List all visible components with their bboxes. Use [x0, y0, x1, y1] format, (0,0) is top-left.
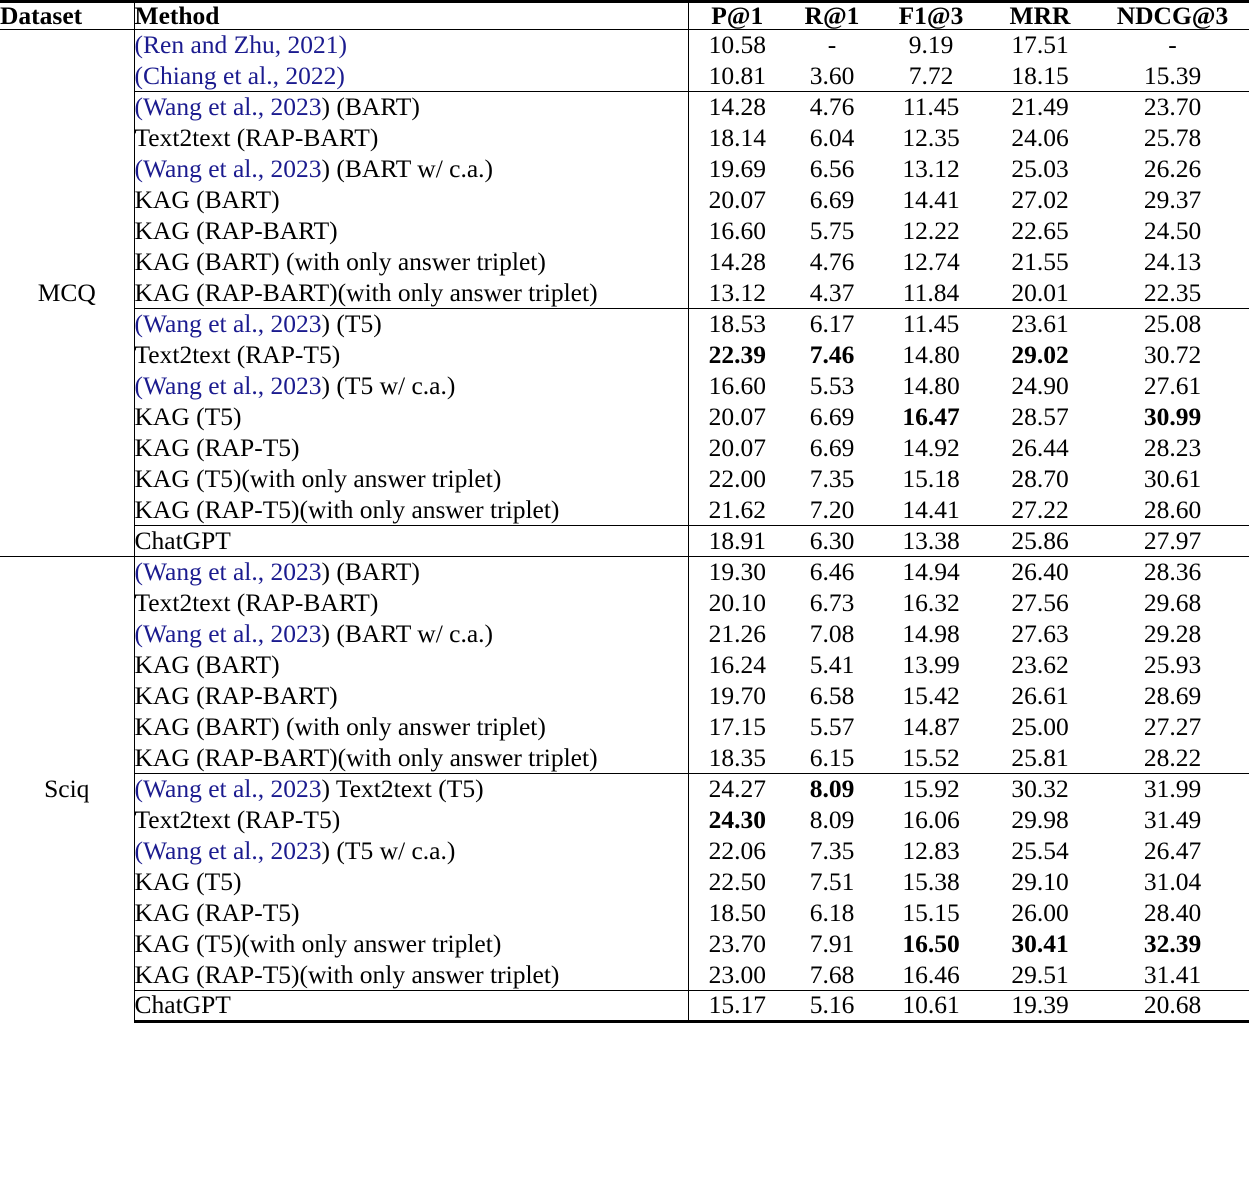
table-row: [0, 215, 1249, 246]
metric-cell-ndcg3: 27.27: [1143, 711, 1202, 741]
metric-cell-ndcg3: 30.99: [1143, 401, 1202, 431]
citation-link[interactable]: (Wang et al., 2023: [134, 92, 322, 121]
method-text: ChatGPT: [134, 525, 231, 555]
method-cell: [134, 432, 688, 463]
method-cell: [134, 773, 688, 804]
table-row: [0, 153, 1249, 184]
table-row: [0, 649, 1249, 680]
table-row: [0, 525, 1249, 556]
method-cell: [134, 370, 688, 401]
citation-link[interactable]: (Wang et al., 2023: [134, 835, 322, 865]
table-row: [0, 680, 1249, 711]
method-cell: [134, 556, 688, 587]
method-cell: [134, 587, 688, 618]
metric-cell-mrr: 27.56: [1011, 587, 1069, 617]
metric-cell-p1: 19.69: [688, 153, 786, 184]
method-cell: [134, 215, 688, 246]
metric-cell-f13: 11.45: [878, 91, 984, 122]
metric-cell-mrr: 25.00: [1011, 711, 1069, 741]
metric-cell-f13: 13.99: [902, 649, 960, 679]
method-cell: [134, 339, 688, 370]
column-header-method: Method: [134, 2, 688, 30]
metric-cell-p1: 21.26: [688, 618, 786, 649]
metric-cell-r1: 7.68: [809, 959, 855, 989]
column-header-mrr: MRR: [984, 2, 1096, 30]
metric-cell-p1: 22.50: [688, 866, 786, 897]
method-text: KAG (RAP-T5): [134, 897, 300, 927]
metric-cell-ndcg3: 31.41: [1143, 959, 1202, 989]
metric-cell-ndcg3: 24.13: [1143, 246, 1202, 276]
table-row: [0, 184, 1249, 215]
metric-cell-f13: 15.38: [902, 866, 960, 896]
table-row: [0, 959, 1249, 990]
metric-cell-r1: 7.20: [809, 494, 855, 524]
table-row: [0, 990, 1249, 1021]
metric-cell-r1: 5.75: [809, 215, 855, 245]
metric-cell-mrr: 29.10: [1011, 866, 1069, 896]
metric-cell-p1: 18.50: [688, 897, 786, 928]
table-row: [0, 556, 1249, 587]
metric-cell-mrr: 21.55: [1011, 246, 1069, 276]
method-cell: [134, 122, 688, 153]
metric-cell-f13: 16.46: [902, 959, 960, 989]
metric-cell-r1: 7.35: [809, 463, 855, 493]
method-cell: [134, 308, 688, 339]
method-cell: [134, 184, 688, 215]
method-text: ) (BART w/ c.a.): [321, 618, 494, 648]
metric-cell-f13: 15.42: [902, 680, 960, 710]
metric-cell-p1: 18.53: [688, 308, 786, 339]
method-text: KAG (T5): [134, 401, 242, 431]
metric-cell-p1: 22.39: [688, 339, 786, 370]
metric-cell-mrr: 29.98: [1011, 804, 1069, 834]
table-row: [0, 897, 1249, 928]
metric-cell-r1: 4.76: [786, 91, 878, 122]
table-row: [0, 308, 1249, 339]
metric-cell-f13: 11.84: [902, 277, 960, 307]
metric-cell-mrr: 27.63: [1011, 618, 1069, 648]
metric-cell-p1: 15.17: [688, 990, 786, 1021]
citation-link[interactable]: (Wang et al., 2023: [134, 618, 322, 648]
method-cell: [134, 463, 688, 494]
table-row: [0, 122, 1249, 153]
method-text: KAG (T5): [134, 866, 242, 896]
metric-cell-mrr: 27.02: [1011, 184, 1069, 214]
table-row: [0, 618, 1249, 649]
metric-cell-ndcg3: 27.61: [1143, 370, 1202, 400]
table-row: [0, 928, 1249, 959]
citation-link[interactable]: (Wang et al., 2023: [134, 153, 322, 183]
method-text: ChatGPT: [134, 990, 231, 1020]
metric-cell-p1: 19.70: [688, 680, 786, 711]
method-cell: [134, 29, 688, 60]
metric-cell-r1: 6.04: [809, 122, 855, 152]
method-text: KAG (RAP-T5)(with only answer triplet): [134, 959, 560, 989]
metric-cell-r1: 6.69: [809, 184, 855, 214]
metric-cell-mrr: 23.61: [984, 308, 1096, 339]
metric-cell-f13: 7.72: [908, 60, 954, 90]
method-text: Text2text (RAP-T5): [134, 804, 341, 834]
table-row: [0, 277, 1249, 308]
metric-cell-ndcg3: 28.23: [1143, 432, 1202, 462]
table-header: [0, 2, 1249, 30]
metric-cell-f13: 9.19: [908, 30, 954, 59]
metric-cell-p1: 20.07: [688, 432, 786, 463]
metric-cell-r1: 5.57: [809, 711, 855, 741]
metric-cell-f13: 11.45: [878, 308, 984, 339]
metric-cell-mrr: 26.00: [1011, 897, 1069, 927]
metric-cell-ndcg3: 31.99: [1096, 773, 1249, 804]
method-cell: [134, 277, 688, 308]
metric-cell-f13: 14.41: [902, 494, 960, 524]
metric-cell-mrr: 18.15: [1011, 60, 1069, 90]
metric-cell-r1: 3.60: [809, 60, 855, 90]
method-cell: [134, 897, 688, 928]
metric-cell-p1: 16.24: [688, 649, 786, 680]
metric-cell-mrr: 30.41: [1011, 928, 1069, 958]
method-text: KAG (RAP-BART)(with only answer triplet): [134, 277, 598, 307]
table-row: [0, 339, 1249, 370]
metric-cell-ndcg3: 30.72: [1143, 339, 1202, 369]
metric-cell-r1: 7.46: [809, 339, 855, 369]
column-header-r1: R@1: [786, 2, 878, 30]
metric-cell-r1: 5.53: [809, 370, 855, 400]
method-text: Text2text (RAP-BART): [134, 122, 379, 152]
metric-cell-f13: 10.61: [878, 990, 984, 1021]
citation-link[interactable]: (Ren and Zhu, 2021): [134, 30, 347, 59]
metric-cell-ndcg3: 25.08: [1096, 308, 1249, 339]
metric-cell-mrr: 25.03: [1011, 153, 1069, 183]
metric-cell-r1: -: [827, 30, 837, 59]
column-header-ndcg3: NDCG@3: [1096, 2, 1249, 30]
metric-cell-r1: 6.30: [786, 525, 878, 556]
metric-cell-p1: 10.81: [688, 60, 786, 91]
metric-cell-p1: 20.07: [688, 184, 786, 215]
metric-cell-r1: 7.08: [809, 618, 855, 648]
metric-cell-ndcg3: 24.50: [1143, 215, 1202, 245]
metric-cell-f13: 14.41: [902, 184, 960, 214]
method-cell: [134, 866, 688, 897]
metric-cell-f13: 12.74: [902, 246, 960, 276]
method-text: ) Text2text (T5): [321, 774, 484, 803]
method-text: ) (BART w/ c.a.): [321, 153, 494, 183]
metric-cell-mrr: 28.70: [1011, 463, 1069, 493]
metric-cell-mrr: 25.86: [984, 525, 1096, 556]
method-cell: [134, 742, 688, 773]
metric-cell-ndcg3: 28.40: [1143, 897, 1202, 927]
citation-link[interactable]: (Wang et al., 2023: [134, 309, 322, 338]
metric-cell-p1: 24.30: [688, 804, 786, 835]
metric-cell-p1: 24.27: [688, 773, 786, 804]
method-text: KAG (RAP-BART): [134, 680, 338, 710]
table-row: [0, 804, 1249, 835]
table-row: [0, 432, 1249, 463]
method-text: KAG (BART): [134, 184, 280, 214]
metric-cell-mrr: 17.51: [1011, 30, 1069, 59]
metric-cell-p1: 20.10: [688, 587, 786, 618]
metric-cell-f13: 14.80: [902, 370, 960, 400]
metric-cell-mrr: 26.61: [1011, 680, 1069, 710]
metric-cell-mrr: 25.54: [1011, 835, 1069, 865]
table-row: [0, 773, 1249, 804]
metric-cell-ndcg3: 23.70: [1096, 91, 1249, 122]
table-row: [0, 401, 1249, 432]
method-text: KAG (BART) (with only answer triplet): [134, 246, 546, 276]
method-cell: [134, 401, 688, 432]
metric-cell-ndcg3: 28.36: [1096, 556, 1249, 587]
method-text: KAG (BART): [134, 649, 280, 679]
metric-cell-mrr: 24.90: [1011, 370, 1069, 400]
metric-cell-f13: 12.35: [902, 122, 960, 152]
metric-cell-r1: 6.18: [809, 897, 855, 927]
metric-cell-f13: 15.18: [902, 463, 960, 493]
metric-cell-f13: 12.83: [902, 835, 960, 865]
metric-cell-ndcg3: 28.22: [1143, 742, 1202, 772]
table-row: [0, 29, 1249, 60]
metric-cell-r1: 6.56: [809, 153, 855, 183]
dataset-label-sciq: Sciq: [0, 556, 134, 1021]
metric-cell-r1: 8.09: [809, 804, 855, 834]
metric-cell-ndcg3: 26.47: [1143, 835, 1202, 865]
table-row: [0, 587, 1249, 618]
metric-cell-ndcg3: 26.26: [1143, 153, 1202, 183]
metric-cell-p1: 16.60: [688, 215, 786, 246]
metric-cell-mrr: 24.06: [1011, 122, 1069, 152]
metric-cell-mrr: 23.62: [1011, 649, 1069, 679]
header-row: [0, 2, 1249, 30]
metric-cell-f13: 15.15: [902, 897, 960, 927]
metric-cell-ndcg3: -: [1168, 30, 1177, 59]
citation-link[interactable]: (Chiang et al., 2022): [134, 60, 345, 90]
metric-cell-r1: 5.16: [786, 990, 878, 1021]
metric-cell-f13: 13.38: [878, 525, 984, 556]
metric-cell-r1: 7.91: [809, 928, 855, 958]
table-row: [0, 494, 1249, 525]
metric-cell-p1: 18.35: [688, 742, 786, 773]
method-text: KAG (RAP-BART)(with only answer triplet): [134, 742, 598, 772]
metric-cell-mrr: 25.81: [1011, 742, 1069, 772]
metric-cell-mrr: 22.65: [1011, 215, 1069, 245]
metric-cell-p1: 14.28: [688, 91, 786, 122]
metric-cell-ndcg3: 20.68: [1096, 990, 1249, 1021]
metric-cell-ndcg3: 25.78: [1143, 122, 1202, 152]
metric-cell-f13: 15.92: [878, 773, 984, 804]
table-row: [0, 463, 1249, 494]
metric-cell-ndcg3: 29.28: [1143, 618, 1202, 648]
metric-cell-mrr: 29.51: [1011, 959, 1069, 989]
metric-cell-mrr: 26.44: [1011, 432, 1069, 462]
metric-cell-r1: 7.35: [809, 835, 855, 865]
metric-cell-ndcg3: 25.93: [1143, 649, 1202, 679]
metric-cell-mrr: 20.01: [1011, 277, 1069, 307]
metric-cell-f13: 14.92: [902, 432, 960, 462]
metric-cell-mrr: 27.22: [1011, 494, 1069, 524]
citation-link[interactable]: (Wang et al., 2023: [134, 370, 322, 400]
metric-cell-f13: 15.52: [902, 742, 960, 772]
metric-cell-ndcg3: 22.35: [1143, 277, 1202, 307]
method-text: Text2text (RAP-T5): [134, 339, 341, 369]
metric-cell-f13: 16.47: [902, 401, 960, 431]
method-cell: [134, 494, 688, 525]
table-row: [0, 91, 1249, 122]
method-text: Text2text (RAP-BART): [134, 587, 379, 617]
metric-cell-f13: 12.22: [902, 215, 960, 245]
metric-cell-ndcg3: 29.68: [1143, 587, 1202, 617]
metric-cell-r1: 6.69: [809, 401, 855, 431]
metric-cell-ndcg3: 30.61: [1143, 463, 1202, 493]
method-text: ) (T5 w/ c.a.): [321, 835, 456, 865]
metric-cell-p1: 22.00: [688, 463, 786, 494]
metric-cell-r1: 6.73: [809, 587, 855, 617]
metric-cell-p1: 23.70: [688, 928, 786, 959]
metric-cell-mrr: 28.57: [1011, 401, 1069, 431]
metric-cell-p1: 18.91: [688, 525, 786, 556]
metric-cell-r1: 4.37: [809, 277, 855, 307]
method-text: KAG (T5)(with only answer triplet): [134, 928, 502, 958]
metric-cell-ndcg3: 15.39: [1143, 60, 1202, 90]
method-text: KAG (T5)(with only answer triplet): [134, 463, 502, 493]
metric-cell-p1: 14.28: [688, 246, 786, 277]
metric-cell-f13: 16.50: [902, 928, 960, 958]
citation-link[interactable]: (Wang et al., 2023: [134, 774, 322, 803]
metric-cell-mrr: 26.40: [984, 556, 1096, 587]
metric-cell-f13: 14.94: [878, 556, 984, 587]
metric-cell-r1: 8.09: [786, 773, 878, 804]
method-cell: [134, 835, 688, 866]
table-row: [0, 866, 1249, 897]
method-cell: [134, 649, 688, 680]
metric-cell-r1: 6.46: [786, 556, 878, 587]
metric-cell-r1: 4.76: [809, 246, 855, 276]
method-cell: [134, 711, 688, 742]
metric-cell-r1: 6.69: [809, 432, 855, 462]
method-cell: [134, 618, 688, 649]
column-header-f13: F1@3: [878, 2, 984, 30]
metric-cell-r1: 7.51: [809, 866, 855, 896]
metric-cell-p1: 18.14: [688, 122, 786, 153]
metric-cell-f13: 16.32: [902, 587, 960, 617]
metric-cell-f13: 13.12: [902, 153, 960, 183]
table-row: [0, 246, 1249, 277]
method-cell: [134, 246, 688, 277]
method-text: KAG (RAP-T5)(with only answer triplet): [134, 494, 560, 524]
metric-cell-r1: 6.58: [809, 680, 855, 710]
method-cell: [134, 959, 688, 990]
metric-cell-r1: 6.17: [786, 308, 878, 339]
metric-cell-r1: 6.15: [809, 742, 855, 772]
method-text: ) (BART): [321, 92, 420, 121]
metric-cell-p1: 10.58: [688, 29, 786, 60]
metric-cell-p1: 21.62: [688, 494, 786, 525]
method-cell: [134, 60, 688, 91]
metric-cell-r1: 5.41: [809, 649, 855, 679]
metric-cell-ndcg3: 29.37: [1143, 184, 1202, 214]
metric-cell-f13: 14.87: [902, 711, 960, 741]
table-row: [0, 370, 1249, 401]
metric-cell-p1: 16.60: [688, 370, 786, 401]
metric-cell-ndcg3: 31.04: [1143, 866, 1202, 896]
metric-cell-mrr: 19.39: [984, 990, 1096, 1021]
metric-cell-p1: 22.06: [688, 835, 786, 866]
metric-cell-mrr: 29.02: [1011, 339, 1069, 369]
table-row: [0, 835, 1249, 866]
method-cell: [134, 153, 688, 184]
method-cell: [134, 680, 688, 711]
metric-cell-p1: 17.15: [688, 711, 786, 742]
metric-cell-p1: 20.07: [688, 401, 786, 432]
method-cell: [134, 525, 688, 556]
method-text: ) (BART): [321, 557, 420, 586]
column-header-dataset: Dataset: [0, 2, 134, 30]
method-text: KAG (BART) (with only answer triplet): [134, 711, 546, 741]
metric-cell-ndcg3: 28.60: [1143, 494, 1202, 524]
method-text: KAG (RAP-BART): [134, 215, 338, 245]
citation-link[interactable]: (Wang et al., 2023: [134, 557, 322, 586]
table-row: [0, 742, 1249, 773]
metric-cell-ndcg3: 31.49: [1143, 804, 1202, 834]
table-row: [0, 711, 1249, 742]
metric-cell-p1: 13.12: [688, 277, 786, 308]
table-body: [0, 29, 1249, 1021]
method-text: KAG (RAP-T5): [134, 432, 300, 462]
column-header-p1: P@1: [688, 2, 786, 30]
method-cell: [134, 804, 688, 835]
method-cell: [134, 91, 688, 122]
metric-cell-f13: 14.80: [902, 339, 960, 369]
metric-cell-p1: 19.30: [688, 556, 786, 587]
dataset-label-mcq: MCQ: [37, 277, 96, 307]
metric-cell-ndcg3: 28.69: [1143, 680, 1202, 710]
metric-cell-mrr: 21.49: [984, 91, 1096, 122]
metric-cell-mrr: 30.32: [984, 773, 1096, 804]
method-text: ) (T5): [321, 309, 382, 338]
metric-cell-ndcg3: 27.97: [1096, 525, 1249, 556]
metric-cell-f13: 16.06: [902, 804, 960, 834]
method-text: ) (T5 w/ c.a.): [321, 370, 456, 400]
metric-cell-ndcg3: 32.39: [1143, 928, 1202, 958]
method-cell: [134, 928, 688, 959]
metric-cell-p1: 23.00: [688, 959, 786, 990]
table-row: [0, 60, 1249, 91]
metric-cell-f13: 14.98: [902, 618, 960, 648]
method-cell: [134, 990, 688, 1021]
